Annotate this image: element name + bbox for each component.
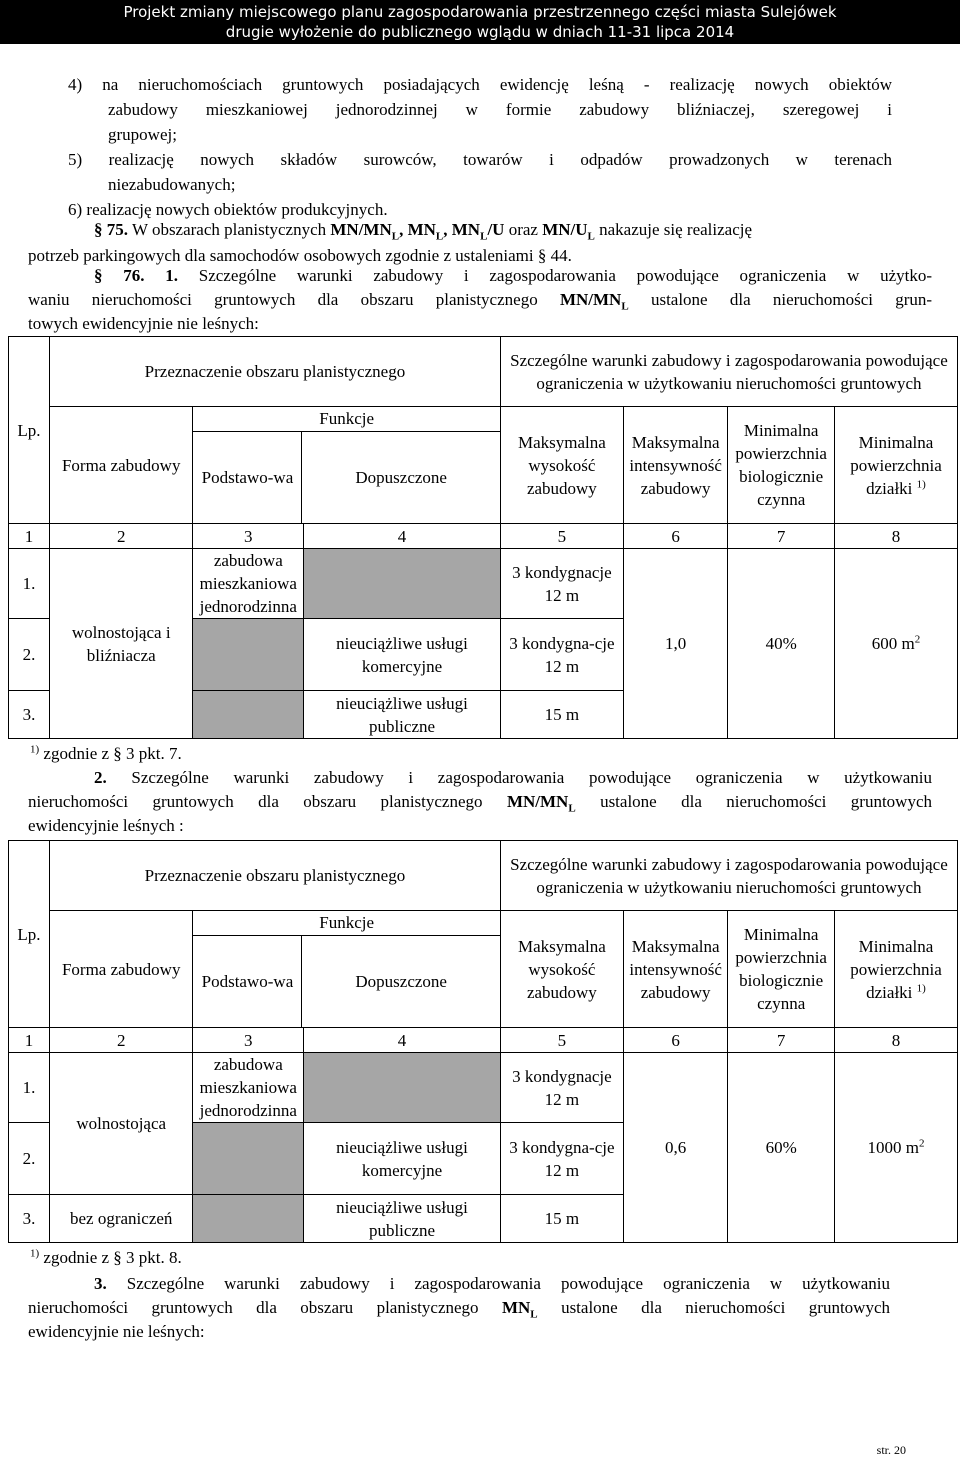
zone-subscript: L bbox=[480, 230, 488, 243]
row-lp: 3. bbox=[9, 1195, 50, 1243]
header-funkcje: Funkcje bbox=[193, 407, 499, 432]
paragraph-text: nieruchomości gruntowych dla obszaru planistycznego bbox=[28, 1298, 479, 1317]
header-lp: Lp. bbox=[9, 841, 50, 1028]
paragraph-76-2-number: 2. bbox=[94, 768, 107, 787]
paragraph-76-1-number: § 76. 1. bbox=[94, 266, 178, 285]
footnote-1: $^{1)}$ zgodnie z § 3 pkt. 7. bbox=[30, 743, 182, 763]
zone-subscript: L bbox=[435, 230, 444, 243]
paragraph-76-1-line1 bbox=[28, 264, 932, 288]
col-number: 2 bbox=[49, 524, 192, 549]
max-wysokosc: 3 kondygnacje 12 m bbox=[500, 549, 623, 619]
max-wysokosc: 3 kondygna-cje 12 m bbox=[500, 1123, 623, 1195]
regulations-table-2 bbox=[8, 840, 958, 1243]
col-number: 5 bbox=[500, 1028, 623, 1053]
footnote-marker: 1) bbox=[916, 477, 926, 490]
column-number-row bbox=[9, 524, 958, 549]
footnote-2: $^{1)}$ zgodnie z § 3 pkt. 8. bbox=[30, 1247, 182, 1267]
paragraph-text: Szczególne warunki zabudowy i zagospodarowania powodujące ograniczenia w użytkowaniu bbox=[126, 1274, 890, 1293]
conjunction: oraz bbox=[508, 220, 538, 239]
empty-grey-cell bbox=[304, 1053, 501, 1123]
paragraph-75-text: W obszarach planistycznych bbox=[131, 220, 327, 239]
header-line-2: drugie wyłożenie do publicznego wglądu w dniach 11-31 lipca 2014 bbox=[225, 23, 735, 41]
zone-subscript: L bbox=[621, 300, 629, 313]
col-number: 1 bbox=[9, 524, 50, 549]
paragraph-75-line1: § 75. W obszarach planistycznych $MN/MN_L$, $MN_L$, $MN_L/U$ oraz $MN/U_L$ nakazuje się realizację bbox=[94, 220, 753, 243]
paragraph-text: Szczególne warunki zabudowy i zagospodarowania powodujące ograniczenia w użytko- bbox=[198, 266, 933, 285]
header-dopuszczone: Dopuszczone bbox=[355, 468, 447, 487]
col-number: 8 bbox=[834, 1028, 957, 1053]
row-lp: 2. bbox=[9, 1123, 50, 1195]
paragraph-75-number: § 75. bbox=[94, 220, 128, 239]
min-bio: 40% bbox=[728, 549, 835, 739]
table-row bbox=[9, 549, 958, 619]
zone-symbol: MN/MN bbox=[506, 792, 569, 811]
col-number: 5 bbox=[500, 524, 623, 549]
header-szczegolne-warunki: Szczególne warunki zabudowy i zagospodarowania powodujące ograniczenia w użytkowaniu nieruchomości gruntowych bbox=[500, 841, 957, 911]
col-number: 1 bbox=[9, 1028, 50, 1053]
row-lp: 1. bbox=[9, 1053, 50, 1123]
funkcja-podstawowa: zabudowa mieszkaniowa jednorodzinna bbox=[193, 1053, 304, 1123]
paragraph-76-3-number: 3. bbox=[94, 1274, 107, 1293]
list-item-4-line2: zabudowy mieszkaniowej jednorodzinnej w formie zabudowy bliźniaczej, szeregowej i bbox=[108, 100, 892, 119]
col-number: 3 bbox=[193, 1028, 304, 1053]
col-number: 8 bbox=[834, 524, 957, 549]
header-funkcje-group bbox=[193, 407, 500, 524]
header-max-wysokosc: Maksymalna wysokość zabudowy bbox=[500, 407, 623, 524]
zone-symbol: MN/MN bbox=[559, 290, 622, 309]
col-number: 3 bbox=[193, 524, 304, 549]
row-lp: 3. bbox=[9, 691, 50, 739]
funkcja-dopuszczona: nieuciążliwe usługi komercyjne bbox=[304, 1123, 501, 1195]
document-header-banner bbox=[0, 0, 960, 44]
col-number: 6 bbox=[623, 524, 728, 549]
header-forma: Forma zabudowy bbox=[49, 407, 192, 524]
list-items bbox=[68, 72, 892, 222]
empty-grey-cell bbox=[193, 691, 304, 739]
header-przeznaczenie: Przeznaczenie obszaru planistycznego bbox=[49, 337, 500, 407]
col-number: 7 bbox=[728, 1028, 835, 1053]
forma-zabudowy: bez ograniczeń bbox=[49, 1195, 192, 1243]
paragraph-76-1-line2 bbox=[28, 288, 932, 312]
zone-subscript: L bbox=[391, 230, 400, 243]
empty-grey-cell bbox=[193, 1123, 304, 1195]
paragraph-text: ustalone dla nieruchomości grun- bbox=[650, 290, 933, 309]
empty-grey-cell bbox=[193, 1195, 304, 1243]
header-forma: Forma zabudowy bbox=[49, 911, 192, 1028]
funkcja-podstawowa: zabudowa mieszkaniowa jednorodzinna bbox=[193, 549, 304, 619]
header-max-intensywnosc: Maksymalna intensywność zabudowy bbox=[623, 407, 728, 524]
zone-subscript: L bbox=[587, 230, 595, 243]
col-number: 6 bbox=[623, 1028, 728, 1053]
header-funkcje-group bbox=[193, 911, 500, 1028]
list-item-5-line1: 5) realizację nowych składów surowców, towarów i odpadów prowadzonych w terenach bbox=[68, 150, 892, 169]
header-line-1: Projekt zmiany miejscowego planu zagospodarowania przestrzennego części miasta Sulejówek bbox=[123, 3, 837, 21]
header-podstawowa: Podstawo-wa bbox=[193, 432, 302, 523]
header-lp: Lp. bbox=[9, 337, 50, 524]
header-podstawowa: Podstawo-wa bbox=[193, 936, 302, 1027]
footnote-marker: 1) bbox=[916, 981, 926, 994]
forma-zabudowy: wolnostojąca i bliźniacza bbox=[49, 549, 192, 739]
max-wysokosc: 3 kondygna-cje 12 m bbox=[500, 619, 623, 691]
paragraph-76-1 bbox=[28, 264, 932, 336]
empty-grey-cell bbox=[193, 619, 304, 691]
zone-suffix: /U bbox=[487, 220, 505, 239]
max-intensywnosc: 0,6 bbox=[623, 1053, 728, 1243]
min-dzialka: 1000 $m^2$ bbox=[834, 1053, 957, 1243]
header-min-bio: Minimalna powierzchnia biologicznie czynna bbox=[728, 911, 835, 1028]
header-przeznaczenie: Przeznaczenie obszaru planistycznego bbox=[49, 841, 500, 911]
max-intensywnosc: 1,0 bbox=[623, 549, 728, 739]
col-number: 7 bbox=[728, 524, 835, 549]
row-lp: 2. bbox=[9, 619, 50, 691]
paragraph-text: nieruchomości gruntowych dla obszaru planistycznego bbox=[28, 792, 483, 811]
max-wysokosc: 15 m bbox=[500, 1195, 623, 1243]
header-max-wysokosc: Maksymalna wysokość zabudowy bbox=[500, 911, 623, 1028]
col-number: 2 bbox=[49, 1028, 192, 1053]
column-number-row bbox=[9, 1028, 958, 1053]
paragraph-76-3 bbox=[28, 1272, 890, 1344]
paragraph-text: ewidencyjnie nie leśnych: bbox=[28, 1322, 205, 1341]
paragraph-text: ewidencyjnie leśnych : bbox=[28, 816, 184, 835]
table-row bbox=[9, 1053, 958, 1123]
header-max-intensywnosc: Maksymalna intensywność zabudowy bbox=[623, 911, 728, 1028]
paragraph-75-line2: potrzeb parkingowych dla samochodów osobowych zgodnie z ustaleniami § 44. bbox=[28, 246, 572, 265]
zone-subscript: L bbox=[568, 802, 576, 815]
zone-symbol: MN/U bbox=[542, 220, 588, 239]
zone-subscript: L bbox=[530, 1308, 538, 1321]
paragraph-text: ustalone dla nieruchomości gruntowych bbox=[600, 792, 932, 811]
funkcja-dopuszczona: nieuciążliwe usługi publiczne bbox=[304, 1195, 501, 1243]
list-item-5-line2: niezabudowanych; bbox=[108, 175, 236, 194]
paragraph-76-2 bbox=[28, 766, 932, 838]
row-lp: 1. bbox=[9, 549, 50, 619]
header-dopuszczone: Dopuszczone bbox=[355, 972, 447, 991]
list-item-4-line1: 4) na nieruchomościach gruntowych posiadających ewidencję leśną - realizację nowych obiektów bbox=[68, 75, 892, 94]
page-number: str. 20 bbox=[876, 1443, 906, 1457]
paragraph-75-text: nakazuje się realizację bbox=[599, 220, 753, 239]
min-dzialka: 600 $m^2$ bbox=[834, 549, 957, 739]
max-wysokosc: 3 kondygnacje 12 m bbox=[500, 1053, 623, 1123]
header-min-bio: Minimalna powierzchnia biologicznie czynna bbox=[728, 407, 835, 524]
min-bio: 60% bbox=[728, 1053, 835, 1243]
paragraph-text: waniu nieruchomości gruntowych dla obszaru planistycznego bbox=[28, 290, 538, 309]
regulations-table-1 bbox=[8, 336, 958, 739]
zone-symbol: MN/MN bbox=[330, 220, 392, 239]
funkcja-dopuszczona: nieuciążliwe usługi komercyjne bbox=[304, 619, 501, 691]
zone-symbol: MN bbox=[501, 1298, 531, 1317]
header-min-dzialka: Minimalna powierzchnia działki $^{1)}$ bbox=[834, 911, 957, 1028]
col-number: 4 bbox=[304, 524, 501, 549]
paragraph-text: ustalone dla nieruchomości gruntowych bbox=[561, 1298, 891, 1317]
max-wysokosc: 15 m bbox=[500, 691, 623, 739]
zone-symbol: MN bbox=[451, 220, 481, 239]
funkcja-dopuszczona: nieuciążliwe usługi publiczne bbox=[304, 691, 501, 739]
empty-grey-cell bbox=[304, 549, 501, 619]
list-item-6: 6) realizację nowych obiektów produkcyjnych. bbox=[68, 200, 388, 219]
col-number: 4 bbox=[304, 1028, 501, 1053]
paragraph-76-1-line3: towych ewidencyjnie nie leśnych: bbox=[28, 314, 259, 333]
header-min-dzialka: Minimalna powierzchnia działki $^{1)}$ bbox=[834, 407, 957, 524]
paragraph-75 bbox=[28, 218, 932, 268]
paragraph-text: Szczególne warunki zabudowy i zagospodarowania powodujące ograniczenia w użytkowaniu bbox=[131, 768, 932, 787]
header-szczegolne-warunki: Szczególne warunki zabudowy i zagospodarowania powodujące ograniczenia w użytkowaniu nieruchomości gruntowych bbox=[500, 337, 957, 407]
forma-zabudowy: wolnostojąca bbox=[49, 1053, 192, 1195]
zone-symbol: MN bbox=[407, 220, 436, 239]
header-funkcje: Funkcje bbox=[193, 911, 499, 936]
list-item-4-line3: grupowej; bbox=[108, 125, 177, 144]
